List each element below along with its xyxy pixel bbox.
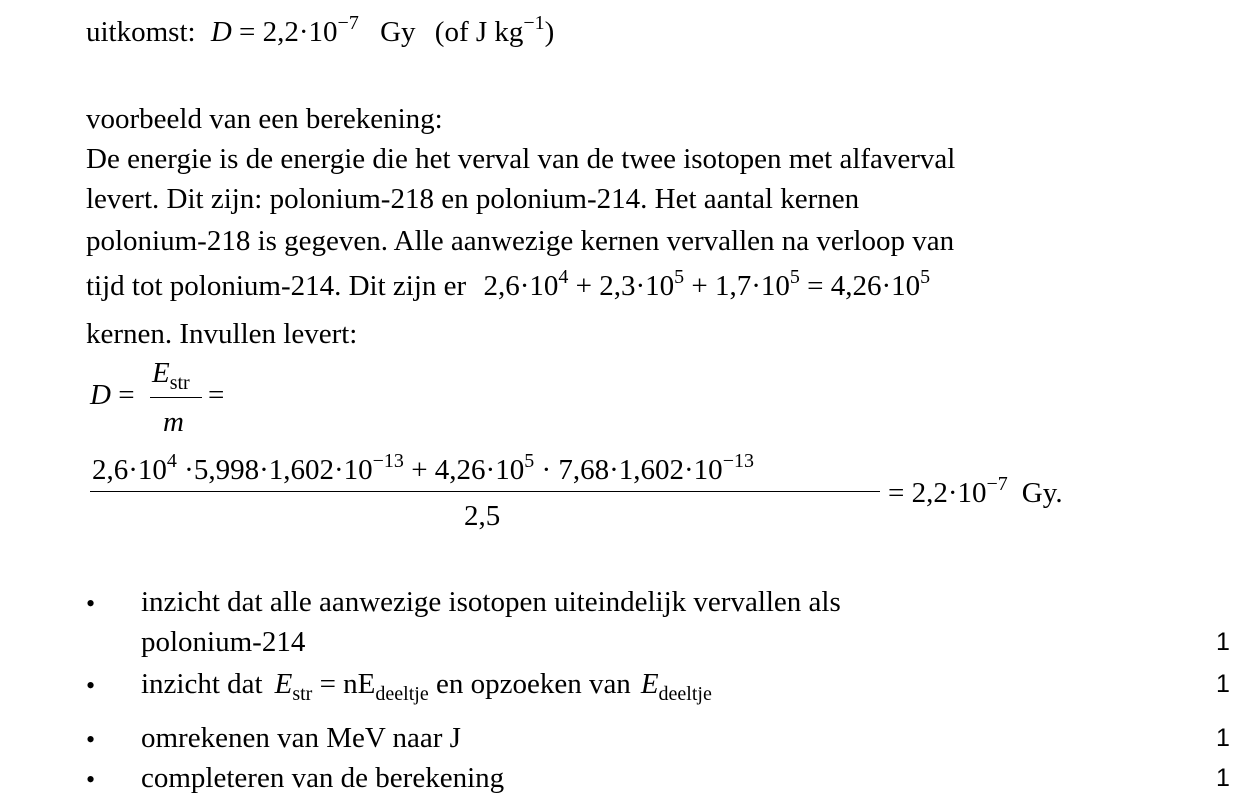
fraction-numerator: $E_{str}$ [152, 357, 190, 394]
outcome-label: uitkomst: [86, 16, 196, 48]
example-heading: voorbeeld van een berekening: [86, 103, 443, 135]
criterion-2-text: inzicht dat $E_{str} = nE_{deeltje}$ en opzoeken van $E_{deeltje}$ [141, 668, 712, 705]
outcome-alt-unit: (of J $kg^{-1}$) [434, 12, 555, 48]
criterion-4-score: 1 [1216, 764, 1230, 792]
criterion-1-text-b: polonium-214 [141, 626, 306, 658]
criterion-2-score: 1 [1216, 670, 1230, 698]
dose-lhs: D = [90, 379, 135, 411]
criterion-bullet: • [86, 589, 96, 618]
fraction-bar-small [150, 397, 202, 398]
criterion-3-text: omrekenen van MeV naar J [141, 722, 461, 754]
criterion-bullet: • [86, 671, 96, 700]
example-line-3: polonium-218 is gegeven. Alle aanwezige kernen vervallen na verloop van [86, 225, 955, 257]
big-numerator: $2,6\cdot 10^4 \cdot 5,998\cdot 1,602\cdot 10^{-13} + 4,26\cdot 10^5 \cdot 7,68\cdot 1,602\cdot 10^{-13}$ [92, 450, 754, 486]
criterion-4-text: completeren van de berekening [141, 762, 505, 794]
criterion-bullet: • [86, 765, 96, 794]
example-line-4 [86, 266, 931, 302]
fraction-bar-large [90, 491, 880, 492]
nuclei-sum: $2,6\cdot 10^4 + 2,3\cdot 10^5 + 1,7\cdot 10^5 = 4,26\cdot 10^5$ [483, 266, 931, 302]
criterion-bullet: • [86, 725, 96, 754]
outcome-line [86, 12, 555, 48]
criterion-1-text-a: inzicht dat alle aanwezige isotopen uiteindelijk vervallen als [141, 586, 841, 618]
fraction-denominator: m [163, 406, 184, 438]
result: = $2,2\cdot 10^{-7}$ Gy. [888, 473, 1063, 509]
criterion-3-score: 1 [1216, 724, 1230, 752]
example-line-2: levert. Dit zijn: polonium-218 en polonium-214. Het aantal kernen [86, 183, 860, 215]
outcome-unit: Gy [380, 16, 416, 48]
big-denominator: 2,5 [464, 500, 501, 532]
example-line-1: De energie is de energie die het verval van de twee isotopen met alfaverval [86, 143, 956, 175]
example-line-4-text: tijd tot polonium-214. Dit zijn er [86, 270, 467, 302]
outcome-formula: $D = 2,2\cdot 10^{-7}$ [210, 12, 359, 48]
fraction-equals: = [208, 379, 225, 411]
example-line-5: kernen. Invullen levert: [86, 318, 358, 350]
criterion-1-score: 1 [1216, 628, 1230, 656]
